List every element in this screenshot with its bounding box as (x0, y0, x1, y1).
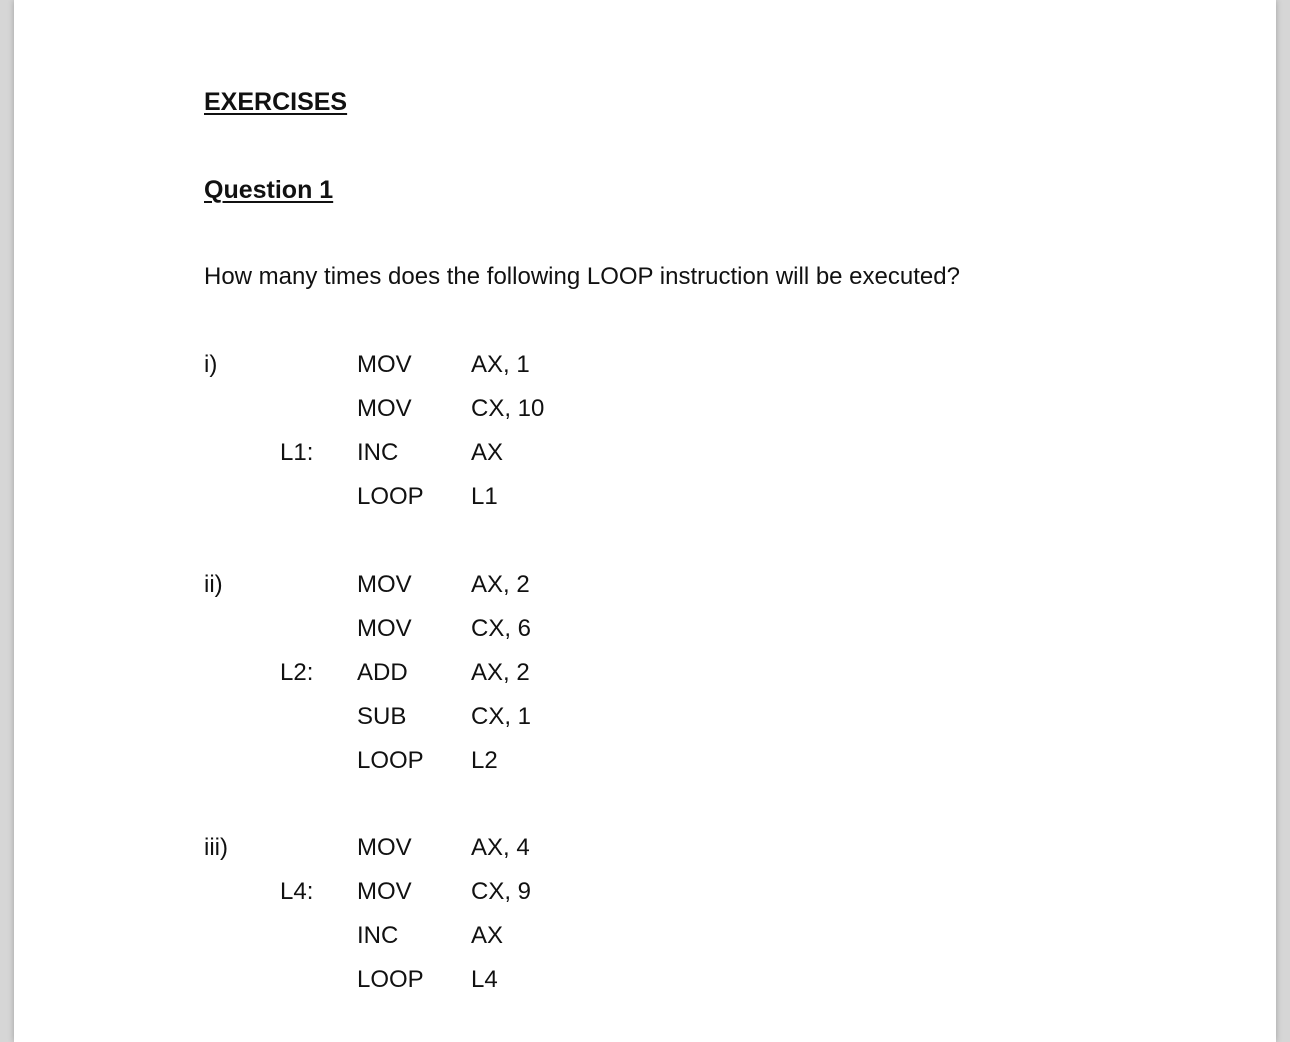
code-operand: AX (471, 439, 504, 466)
part-number: ii) (204, 571, 223, 598)
code-opcode: MOV (357, 351, 412, 378)
code-opcode: MOV (357, 878, 412, 905)
question-prompt: How many times does the following LOOP instruction will be executed? (204, 263, 960, 290)
code-opcode: INC (357, 439, 399, 466)
code-opcode: LOOP (357, 747, 424, 774)
part-number: iii) (204, 834, 228, 861)
code-line (14, 880, 1014, 924)
code-label: L2: (280, 659, 314, 686)
question-heading: Question 1 (204, 176, 334, 204)
code-opcode: SUB (357, 703, 407, 730)
code-operand: CX, 10 (471, 395, 545, 422)
code-opcode: LOOP (357, 966, 424, 993)
part-number: i) (204, 351, 218, 378)
code-line (14, 968, 1014, 1012)
code-operand: AX, 1 (471, 351, 530, 378)
code-operand: CX, 1 (471, 703, 532, 730)
code-opcode: LOOP (357, 483, 424, 510)
code-line (14, 749, 1014, 793)
code-opcode: INC (357, 922, 399, 949)
code-opcode: MOV (357, 615, 412, 642)
code-operand: L4 (471, 966, 498, 993)
code-operand: AX, 2 (471, 659, 530, 686)
code-label: L4: (280, 878, 314, 905)
code-line (14, 661, 1014, 705)
code-line (14, 836, 1014, 880)
code-line (14, 705, 1014, 749)
code-operand: CX, 6 (471, 615, 532, 642)
exercises-heading: EXERCISES (204, 88, 348, 116)
code-opcode: ADD (357, 659, 408, 686)
code-operand: AX (471, 922, 504, 949)
code-opcode: MOV (357, 834, 412, 861)
code-line (14, 924, 1014, 968)
code-label: L1: (280, 439, 314, 466)
code-operand: L2 (471, 747, 498, 774)
code-operand: CX, 9 (471, 878, 532, 905)
code-line (14, 573, 1014, 617)
code-line (14, 397, 1014, 441)
code-line (14, 617, 1014, 661)
document-page (14, 0, 1276, 1042)
code-operand: AX, 4 (471, 834, 530, 861)
code-operand: L1 (471, 483, 498, 510)
code-line (14, 441, 1014, 485)
code-line (14, 353, 1014, 397)
code-opcode: MOV (357, 395, 412, 422)
code-line (14, 485, 1014, 529)
code-opcode: MOV (357, 571, 412, 598)
code-operand: AX, 2 (471, 571, 530, 598)
